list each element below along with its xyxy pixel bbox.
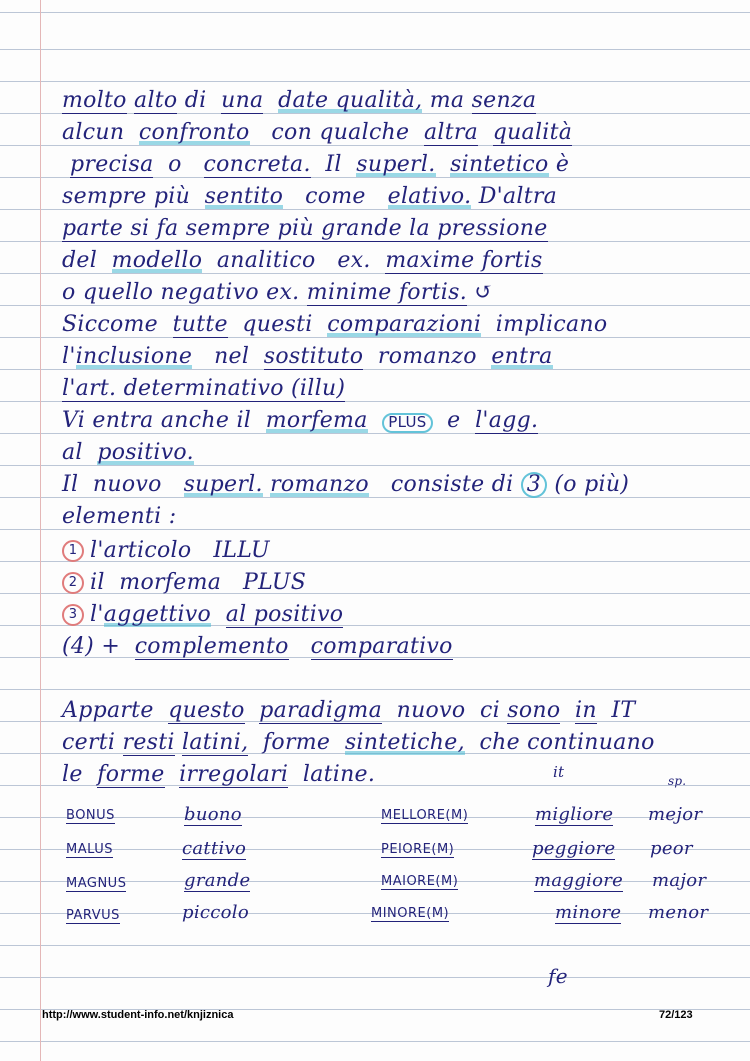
text-line-20 xyxy=(62,730,655,755)
word: PLUS xyxy=(243,570,307,595)
word: morfema xyxy=(119,570,222,595)
margin-line xyxy=(40,0,41,1061)
list-item-2 xyxy=(62,570,306,595)
word: parte si fa sempre più grande la pressione xyxy=(62,216,548,241)
highlighted-word: morfema xyxy=(265,408,368,433)
highlighted-word: inclusione xyxy=(75,344,193,369)
word: (o più) xyxy=(554,472,630,497)
signature-text: fe xyxy=(548,964,568,988)
latin-comparative: PEIORE(M) xyxy=(381,842,455,857)
word: ILLU xyxy=(213,538,270,563)
word: sp. xyxy=(668,774,687,788)
word: nel xyxy=(214,344,250,369)
word: irregolari xyxy=(179,762,289,787)
word: certi xyxy=(62,730,116,755)
word: e xyxy=(447,408,461,433)
italian-positive: piccolo xyxy=(182,902,249,923)
highlighted-word: confronto xyxy=(138,120,250,145)
word: molto xyxy=(62,88,127,113)
word: ci xyxy=(479,698,500,723)
word: nuovo xyxy=(396,698,466,723)
word: l' xyxy=(90,602,104,627)
word: complemento xyxy=(134,634,289,659)
word: di xyxy=(184,88,207,113)
word: al xyxy=(62,440,83,465)
word: Apparte xyxy=(62,698,154,723)
italian-comparative: minore xyxy=(555,902,622,923)
highlighted-word: elativo. xyxy=(387,184,472,209)
list-item-3 xyxy=(62,602,343,627)
page-counter: 72/123 xyxy=(659,1009,693,1021)
word: o quello negativo xyxy=(62,280,259,305)
text-line-19 xyxy=(62,698,635,723)
text-line-2 xyxy=(62,120,572,145)
spanish-comparative: menor xyxy=(648,902,709,923)
latin-comparative: MINORE(M) xyxy=(371,906,450,921)
text-line-14 xyxy=(62,504,176,529)
text-line-13 xyxy=(62,472,629,498)
word: il xyxy=(90,570,105,595)
word: alcun xyxy=(62,120,125,145)
latin-comparative: MELLORE(M) xyxy=(381,808,469,823)
word: analitico xyxy=(216,248,316,273)
latin-positive: MAGNUS xyxy=(66,876,127,891)
text-line-9 xyxy=(62,344,553,369)
word: l'articolo xyxy=(90,538,192,563)
word: romanzo xyxy=(377,344,477,369)
word: implicano xyxy=(495,312,608,337)
italian-comparative: peggiore xyxy=(532,838,616,859)
list-number-badge: 3 xyxy=(62,604,84,626)
italian-positive: grande xyxy=(184,870,251,891)
highlighted-word: aggettivo xyxy=(103,602,212,627)
word: consiste di xyxy=(390,472,514,497)
word: alto xyxy=(134,88,178,113)
highlighted-word: entra xyxy=(491,344,553,369)
circled-number: 3 xyxy=(521,472,547,498)
text-line-8 xyxy=(62,312,607,337)
word: elementi : xyxy=(62,504,177,529)
word: è xyxy=(555,152,570,177)
highlighted-word: sentito xyxy=(204,184,284,209)
word: questo xyxy=(168,698,245,723)
word: l'agg. xyxy=(475,408,539,433)
list-item-4 xyxy=(62,634,453,659)
word: Il xyxy=(325,152,342,177)
word: una xyxy=(221,88,264,113)
text-line-6 xyxy=(62,248,543,273)
highlighted-word: sintetico xyxy=(450,152,549,177)
latin-positive: PARVUS xyxy=(66,908,120,923)
word: altra xyxy=(423,120,479,145)
italian-positive: buono xyxy=(184,804,242,825)
text-line-10 xyxy=(62,376,345,401)
word: comparativo xyxy=(310,634,453,659)
latin-positive: MALUS xyxy=(66,842,113,857)
text-line-1 xyxy=(62,88,536,113)
word: (4) + xyxy=(62,634,121,659)
highlighted-word: romanzo xyxy=(270,472,369,497)
word: in xyxy=(574,698,597,723)
column-header-it xyxy=(553,763,564,781)
column-header-sp xyxy=(668,774,686,788)
word: l'art. determinativo (illu) xyxy=(62,376,346,401)
word: che continuano xyxy=(479,730,655,755)
text-line-11 xyxy=(62,408,538,433)
word: ex. xyxy=(266,280,300,305)
text-line-7 xyxy=(62,280,493,305)
highlighted-word: positivo. xyxy=(97,440,194,465)
text-line-12 xyxy=(62,440,194,465)
word: o xyxy=(168,152,182,177)
text-line-4 xyxy=(62,184,557,209)
word: maxime fortis xyxy=(385,248,543,273)
word: nuovo xyxy=(92,472,162,497)
word: D'altra xyxy=(478,184,558,209)
word: qualità xyxy=(492,120,573,145)
word: Vi entra anche il xyxy=(62,408,252,433)
word: con qualche xyxy=(271,120,410,145)
word: ex. xyxy=(337,248,371,273)
list-item-1 xyxy=(62,538,270,563)
word: latini, xyxy=(182,730,249,755)
word: Il xyxy=(62,472,79,497)
italian-comparative: maggiore xyxy=(534,870,624,891)
word: al positivo xyxy=(225,602,344,627)
italian-positive: cattivo xyxy=(182,838,247,859)
word: Siccome xyxy=(62,312,158,337)
source-link[interactable]: http://www.student-info.net/knjiznica xyxy=(42,1009,234,1021)
spanish-comparative: mejor xyxy=(648,804,703,825)
list-number-badge: 2 xyxy=(62,572,84,594)
highlighted-word: superl. xyxy=(356,152,436,177)
word: IT xyxy=(611,698,636,723)
word: minime fortis. xyxy=(306,280,468,305)
highlighted-word: comparazioni xyxy=(327,312,482,337)
word: resti xyxy=(122,730,175,755)
highlighted-word: sintetiche, xyxy=(344,730,465,755)
word: it xyxy=(553,763,565,781)
word: forme xyxy=(97,762,165,787)
text-line-5 xyxy=(62,216,548,241)
word: tutte xyxy=(172,312,228,337)
word: sono xyxy=(507,698,561,723)
word: latine. xyxy=(302,762,376,787)
spanish-comparative: major xyxy=(652,870,707,891)
word: le xyxy=(62,762,83,787)
text-line-3 xyxy=(70,152,569,177)
highlighted-word: date qualità, xyxy=(278,88,423,113)
highlighted-word: modello xyxy=(111,248,203,273)
word: questi xyxy=(242,312,313,337)
list-number-badge: 1 xyxy=(62,540,84,562)
text-line-21 xyxy=(62,762,375,787)
word: l' xyxy=(62,344,76,369)
italian-comparative: migliore xyxy=(535,804,614,825)
word: del xyxy=(62,248,98,273)
word: paradigma xyxy=(259,698,383,723)
word: concreta. xyxy=(203,152,311,177)
word: sempre più xyxy=(62,184,191,209)
word: sostituto xyxy=(263,344,364,369)
spanish-comparative: peor xyxy=(650,838,693,859)
curved-arrow-icon: ↺ xyxy=(474,280,494,305)
latin-comparative: MAIORE(M) xyxy=(381,874,459,889)
highlighted-word: superl. xyxy=(183,472,263,497)
word: forme xyxy=(262,730,331,755)
latin-positive: BONUS xyxy=(66,808,115,823)
word: senza xyxy=(471,88,537,113)
signature xyxy=(548,964,568,988)
word: precisa xyxy=(70,152,154,177)
word: come xyxy=(305,184,366,209)
circled-word: PLUS xyxy=(382,413,432,433)
word: ma xyxy=(429,88,465,113)
